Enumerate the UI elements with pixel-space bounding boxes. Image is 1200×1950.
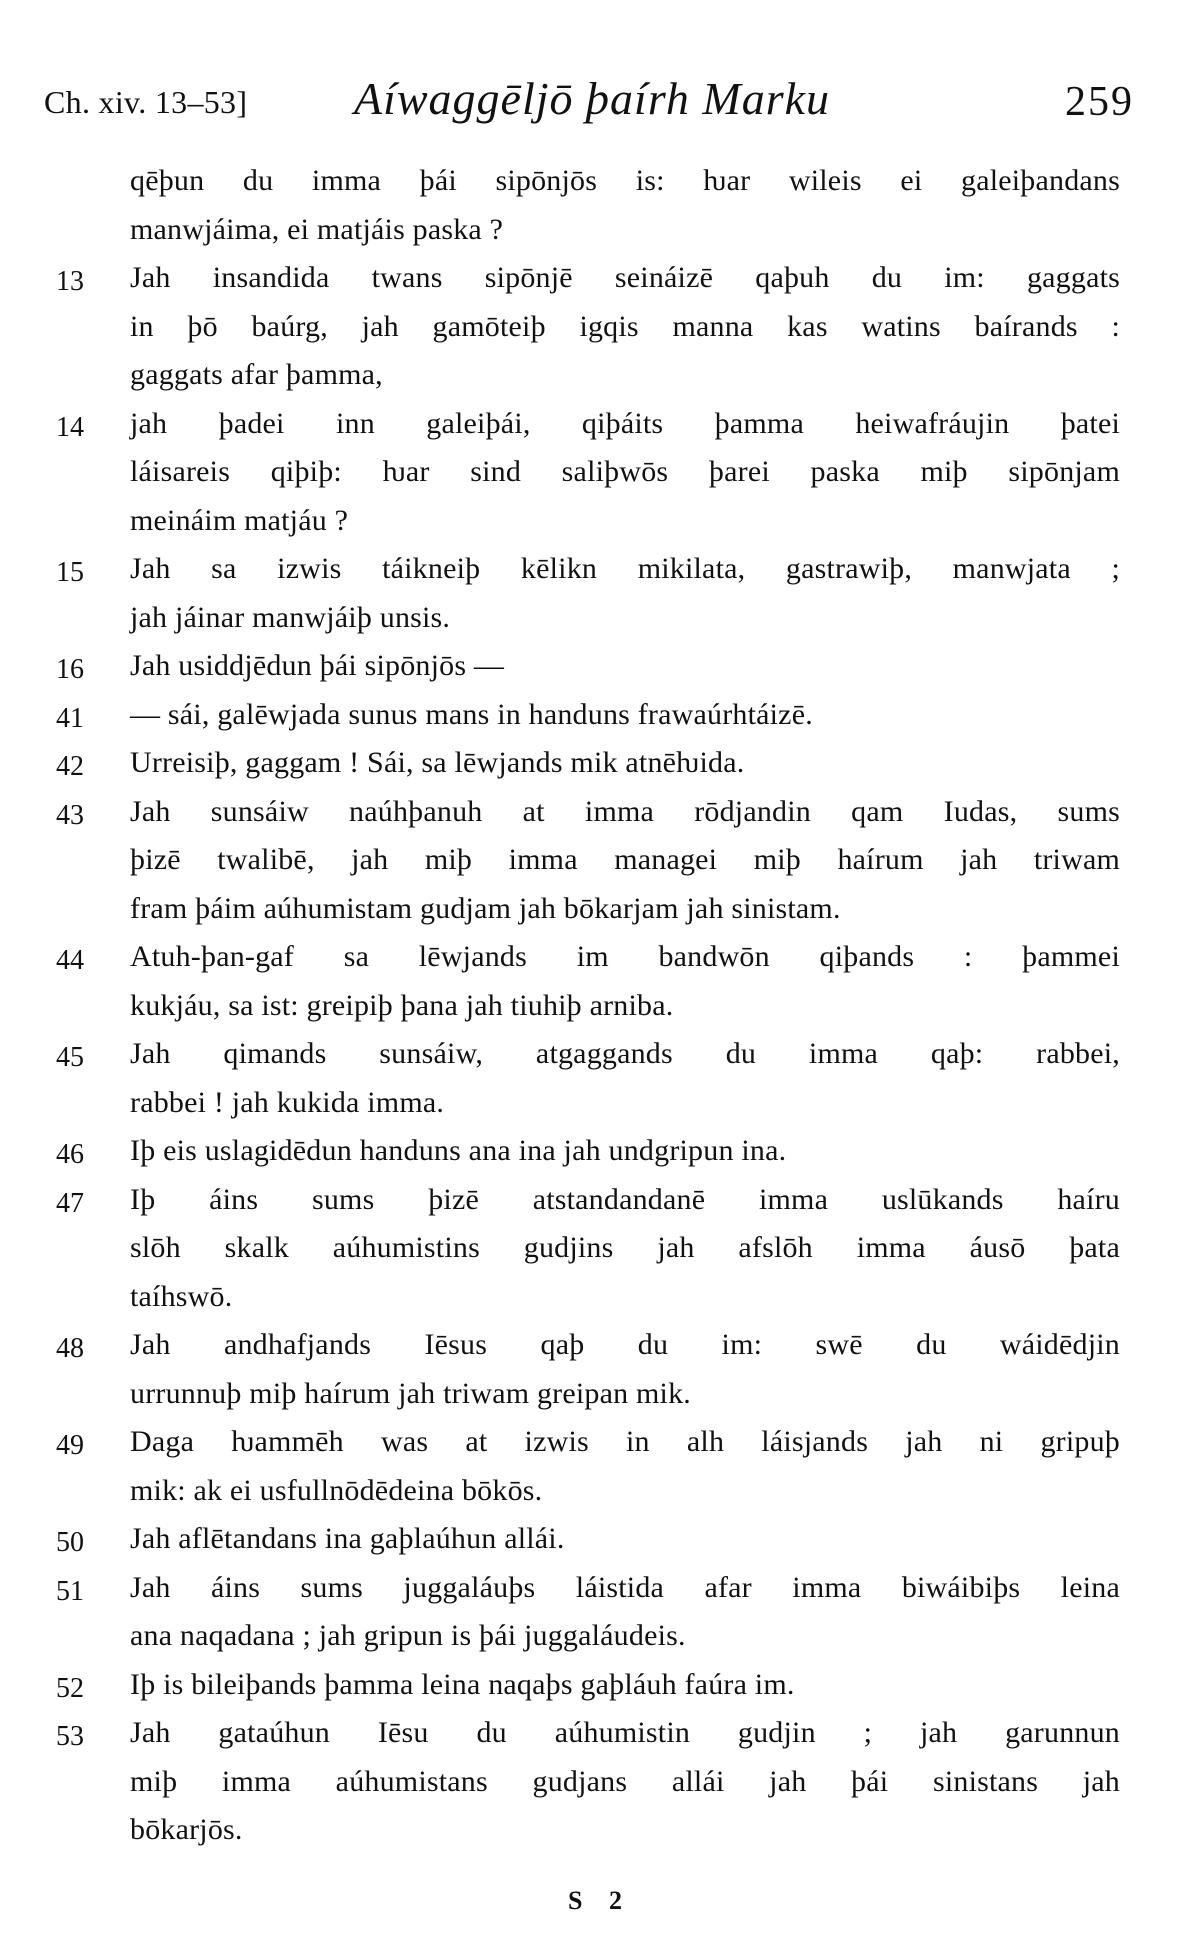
verse: [44, 1127, 1120, 1176]
text-line: jah jáinar manwjáiþ unsis.: [130, 600, 451, 634]
verse-text: [130, 1127, 1120, 1176]
text-line: urrunnuþ miþ haírum jah triwam greipan mik.: [130, 1376, 691, 1410]
verse: [44, 254, 1120, 400]
text-line: slōh skalk aúhumistins gudjins jah afslōh imma áusō þata: [130, 1231, 1120, 1264]
text-line: mik: ak ei usfullnōdēdeina bōkōs.: [130, 1473, 543, 1507]
verse-text: [130, 1418, 1120, 1515]
verse-text: [130, 1321, 1120, 1418]
verse-number: 48: [56, 1333, 84, 1364]
text-line: — sái, galēwjada sunus mans in handuns frawaúrhtáizē.: [130, 697, 813, 731]
verse-number: 47: [56, 1187, 84, 1219]
verse-text: [130, 933, 1120, 1030]
text-line: rabbei ! jah kukida imma.: [130, 1085, 445, 1119]
verse-text: [130, 1661, 1120, 1710]
verse-number: 16: [56, 654, 84, 685]
verse-text: [130, 1515, 1120, 1564]
verse: [44, 933, 1120, 1030]
verse-text: [130, 642, 1120, 691]
text-line: Jah qimands sunsáiw, atgaggands du imma qaþ: rabbei,: [130, 1037, 1120, 1070]
verse: [44, 545, 1120, 642]
chapter-reference: Ch. xiv. 13–53]: [44, 84, 248, 120]
text-line: Jah sa izwis táikneiþ kēlikn mikilata, gastrawiþ, manwjata ;: [130, 552, 1120, 585]
verse: [44, 1030, 1120, 1127]
verse-number: 49: [56, 1430, 84, 1461]
verse-text: [130, 157, 1120, 254]
verse-text: [130, 691, 1120, 740]
verse: [44, 691, 1120, 740]
verse-number: 50: [56, 1527, 84, 1558]
verse-number: 46: [56, 1139, 84, 1170]
text-line: Daga ƕammēh was at izwis in alh láisjands jah ni gripuþ: [130, 1425, 1120, 1458]
text-line: Jah áins sums juggaláuþs láistida afar imma biwáibiþs leina: [130, 1570, 1120, 1604]
text-line: þizē twalibē, jah miþ imma managei miþ haírum jah triwam: [130, 843, 1120, 876]
verse: [44, 1564, 1120, 1661]
text-line: in þō baúrg, jah gamōteiþ igqis manna kas watins baírands :: [130, 309, 1120, 343]
verse: [44, 1176, 1120, 1322]
verse-number: 53: [56, 1721, 84, 1752]
verse-text: [130, 788, 1120, 934]
text-line: ana naqadana ; jah gripun is þái juggaláudeis.: [130, 1619, 686, 1652]
verse-text: [130, 1564, 1120, 1661]
text-line: láisareis qiþiþ: ƕar sind saliþwōs þarei paska miþ sipōnjam: [130, 455, 1120, 488]
text-line: Jah usiddjēdun þái sipōnjōs —: [130, 649, 505, 682]
text-line: manwjáima, ei matjáis paska ?: [130, 212, 504, 246]
text-line: jah þadei inn galeiþái, qiþáits þamma heiwafráujin þatei: [130, 406, 1120, 440]
verse-text: [130, 1030, 1120, 1127]
verse-number: [56, 157, 116, 161]
text-line: Jah aflētandans ina gaþlaúhun allái.: [130, 1522, 565, 1555]
running-title: Aíwaggēljō þaírh Marku: [354, 73, 831, 124]
verse: [44, 739, 1120, 788]
verse: [44, 642, 1120, 691]
text-line: Jah insandida twans sipōnjē seináizē qaþuh du im: gaggats: [130, 261, 1120, 294]
verse: [44, 1321, 1120, 1418]
text-line: Iþ is bileiþands þamma leina naqaþs gaþláuh faúra im.: [130, 1667, 795, 1701]
signature-mark: S 2: [568, 1886, 632, 1915]
verse-number: 15: [56, 557, 84, 588]
verse-number: 42: [56, 751, 84, 782]
verse: [44, 1661, 1120, 1710]
text-line: Jah gataúhun Iēsu du aúhumistin gudjin ; jah garunnun: [130, 1716, 1120, 1749]
text-line: Iþ áins sums þizē atstandandanē imma uslūkands haíru: [130, 1182, 1120, 1216]
verse: [44, 1418, 1120, 1515]
verse-number: 14: [56, 411, 84, 443]
verse-text: [130, 545, 1120, 642]
verse-text: [130, 254, 1120, 400]
verse-number: 51: [56, 1575, 84, 1607]
text-line: meináim matjáu ?: [130, 503, 349, 537]
verse-number: 13: [56, 266, 84, 297]
text-line: fram þáim aúhumistam gudjam jah bōkarjam jah sinistam.: [130, 891, 841, 925]
verse-number: 44: [56, 945, 84, 976]
verse: [44, 1515, 1120, 1564]
text-line: bōkarjōs.: [130, 1813, 243, 1846]
text-line: Iþ eis uslagidēdun handuns ana ina jah undgripun ina.: [130, 1134, 787, 1167]
text-line: Atuh-þan-gaf sa lēwjands im bandwōn qiþands : þammei: [130, 940, 1120, 973]
verse-text: [130, 1176, 1120, 1322]
verse-number: 41: [56, 702, 84, 734]
page-body: [44, 157, 1120, 1855]
text-line: miþ imma aúhumistans gudjans allái jah þái sinistans jah: [130, 1764, 1120, 1798]
verse: [44, 1709, 1120, 1855]
verse-text: [130, 400, 1120, 546]
text-line: Jah sunsáiw naúhþanuh at imma rōdjandin qam Iudas, sums: [130, 794, 1120, 828]
text-line: taíhswō.: [130, 1279, 233, 1313]
verse-number: 45: [56, 1042, 84, 1073]
verse-text: [130, 739, 1120, 788]
verse-text: [130, 1709, 1120, 1855]
text-line: Jah andhafjands Iēsus qaþ du im: swē du wáidēdjin: [130, 1328, 1120, 1361]
verse-number: 52: [56, 1672, 84, 1704]
text-line: qēþun du imma þái sipōnjōs is: ƕar wileis ei galeiþandans: [130, 164, 1120, 197]
verse: [44, 788, 1120, 934]
verse: [44, 400, 1120, 546]
text-line: Urreisiþ, gaggam ! Sái, sa lēwjands mik atnēƕida.: [130, 746, 745, 779]
text-line: kukjáu, sa ist: greipiþ þana jah tiuhiþ arniba.: [130, 988, 674, 1022]
text-line: gaggats afar þamma,: [130, 358, 383, 391]
running-header: [44, 72, 1134, 132]
verse: [44, 157, 1120, 254]
verse-number: 43: [56, 799, 84, 831]
page-number: 259: [1065, 79, 1134, 125]
